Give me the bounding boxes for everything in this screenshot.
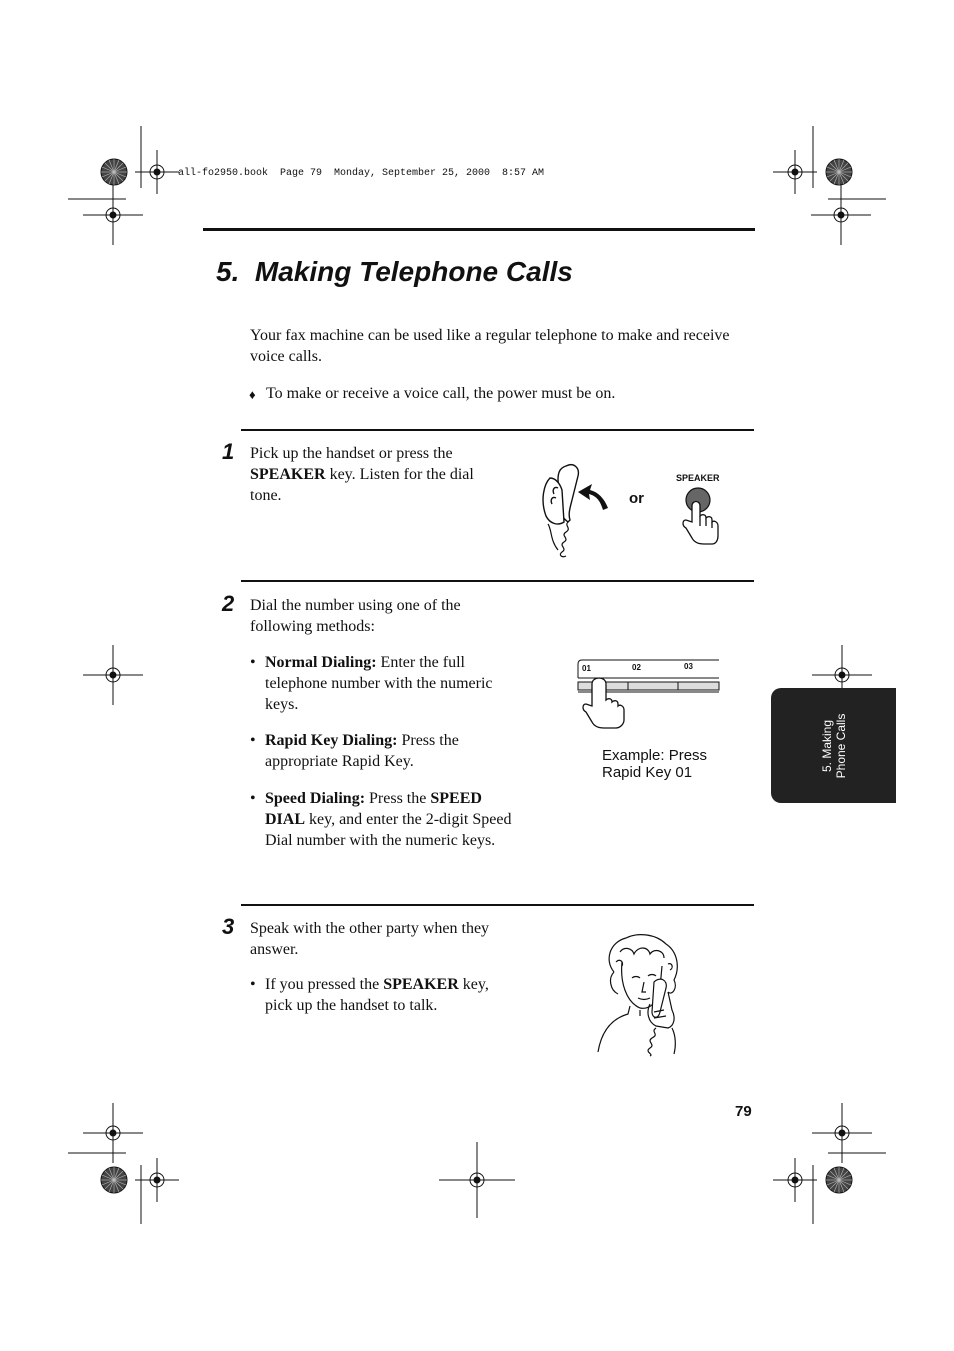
side-tab-label: 5. Making Phone Calls [819, 713, 848, 778]
step-1-number: 1 [222, 439, 235, 464]
step-2-rule [241, 580, 754, 582]
step-2-text: Dial the number using one of the following methods: [250, 597, 461, 635]
crop-mark [839, 1130, 845, 1136]
crop-mark [110, 212, 116, 218]
crop-mark [110, 672, 116, 678]
rapid-key-caption: Example: Press Rapid Key 01 [602, 747, 708, 781]
method-bullet: • [250, 654, 256, 671]
power-note: To make or receive a voice call, the power must be on. [266, 385, 616, 402]
crop-mark [110, 1130, 116, 1136]
intro-paragraph: Your fax machine can be used like a regular telephone to make and receive voice calls. [250, 327, 730, 365]
method-normal-dialing: Normal Dialing: Enter the full telephone number with the numeric keys. [265, 654, 493, 713]
chapter-side-tab[interactable] [771, 688, 896, 803]
method-rapid-key-dialing: Rapid Key Dialing: Press the appropriate Rapid Key. [265, 732, 459, 770]
crop-mark [839, 672, 845, 678]
crop-mark [154, 1177, 160, 1183]
step-1-text: Pick up the handset or press the SPEAKER key. Listen for the dial tone. [250, 445, 474, 504]
or-label: or [629, 490, 644, 507]
chapter-top-rule [203, 228, 755, 231]
rapid-key-02-label: 02 [632, 663, 641, 672]
speaker-key-press-icon [678, 486, 728, 556]
pickup-arrow-icon [576, 478, 616, 518]
step-3-speaker-note: If you pressed the SPEAKER key, pick up the handset to talk. [265, 976, 489, 1014]
method-bullet: • [250, 732, 256, 749]
rapid-key-panel-illustration [576, 658, 726, 738]
chapter-title: 5. Making Telephone Calls [216, 256, 573, 287]
crop-mark [154, 169, 160, 175]
step-3-number: 3 [222, 914, 235, 939]
step-3-bullet: • [250, 976, 256, 993]
method-speed-dialing: Speed Dialing: Press the SPEED DIAL key, and enter the 2-digit Speed Dial number with the numeric keys. [265, 790, 512, 849]
step-1-rule [241, 429, 754, 431]
speaker-key-label: SPEAKER [676, 473, 720, 483]
rapid-key-01-label: 01 [582, 664, 591, 673]
crop-mark [792, 169, 798, 175]
woman-on-phone-illustration [594, 932, 694, 1057]
note-bullet: ♦ [249, 387, 256, 402]
step-3-rule [241, 904, 754, 906]
print-header-line: all-fo2950.book Page 79 Monday, September 25, 2000 8:57 AM [178, 168, 545, 179]
method-bullet: • [250, 790, 256, 807]
crop-mark [838, 212, 844, 218]
crop-mark [474, 1177, 480, 1183]
page-number: 79 [735, 1103, 752, 1120]
step-3-text: Speak with the other party when they answer. [250, 920, 490, 958]
rapid-key-03-label: 03 [684, 662, 693, 671]
step-2-number: 2 [222, 591, 235, 616]
crop-mark [792, 1177, 798, 1183]
